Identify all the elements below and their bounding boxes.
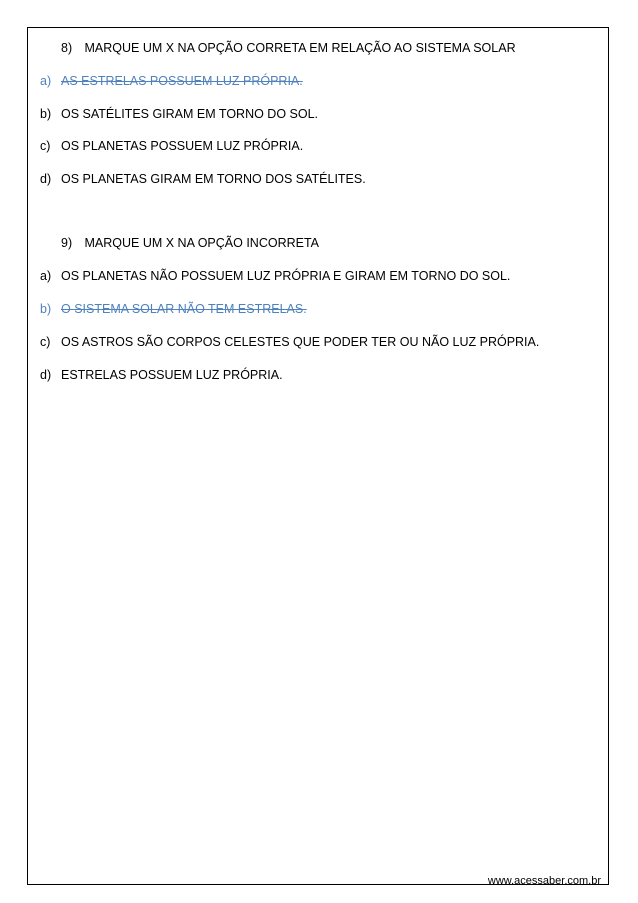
option-letter: c) [40, 335, 51, 349]
option-text: OS PLANETAS GIRAM EM TORNO DOS SATÉLITES. [61, 172, 366, 186]
question-8-option-c [40, 139, 303, 154]
option-letter: a) [40, 74, 52, 88]
question-8-prompt: MARQUE UM X NA OPÇÃO CORRETA EM RELAÇÃO AO SISTEMA SOLAR [84, 41, 516, 55]
option-letter: d) [40, 368, 52, 382]
question-9-number: 9) [61, 236, 73, 250]
option-letter: b) [40, 302, 52, 316]
question-8-option-a [40, 74, 303, 89]
question-9-option-b [40, 302, 307, 317]
option-text: OS ASTROS SÃO CORPOS CELESTES QUE PODER TER OU NÃO LUZ PRÓPRIA. [61, 335, 540, 349]
option-text: OS PLANETAS NÃO POSSUEM LUZ PRÓPRIA E GIRAM EM TORNO DO SOL. [61, 269, 511, 283]
option-text: AS ESTRELAS POSSUEM LUZ PRÓPRIA. [61, 74, 303, 88]
footer-website-url: www.acessaber.com.br [487, 875, 601, 887]
question-8-option-d [40, 172, 366, 187]
option-text: ESTRELAS POSSUEM LUZ PRÓPRIA. [61, 368, 283, 382]
question-8-title [61, 41, 516, 56]
option-text: OS PLANETAS POSSUEM LUZ PRÓPRIA. [61, 139, 304, 153]
option-text: OS SATÉLITES GIRAM EM TORNO DO SOL. [61, 107, 318, 121]
option-letter: d) [40, 172, 52, 186]
option-letter: b) [40, 107, 52, 121]
option-letter: c) [40, 139, 51, 153]
question-9-title [61, 236, 319, 251]
question-9-option-a [40, 269, 510, 284]
question-9-option-d [40, 368, 283, 383]
option-text: O SISTEMA SOLAR NÃO TEM ESTRELAS. [61, 302, 307, 316]
question-8-option-b [40, 107, 318, 122]
page-border [27, 27, 609, 885]
question-9-prompt: MARQUE UM X NA OPÇÃO INCORRETA [84, 236, 319, 250]
question-8-number: 8) [61, 41, 73, 55]
question-9-option-c [40, 335, 539, 350]
option-letter: a) [40, 269, 52, 283]
